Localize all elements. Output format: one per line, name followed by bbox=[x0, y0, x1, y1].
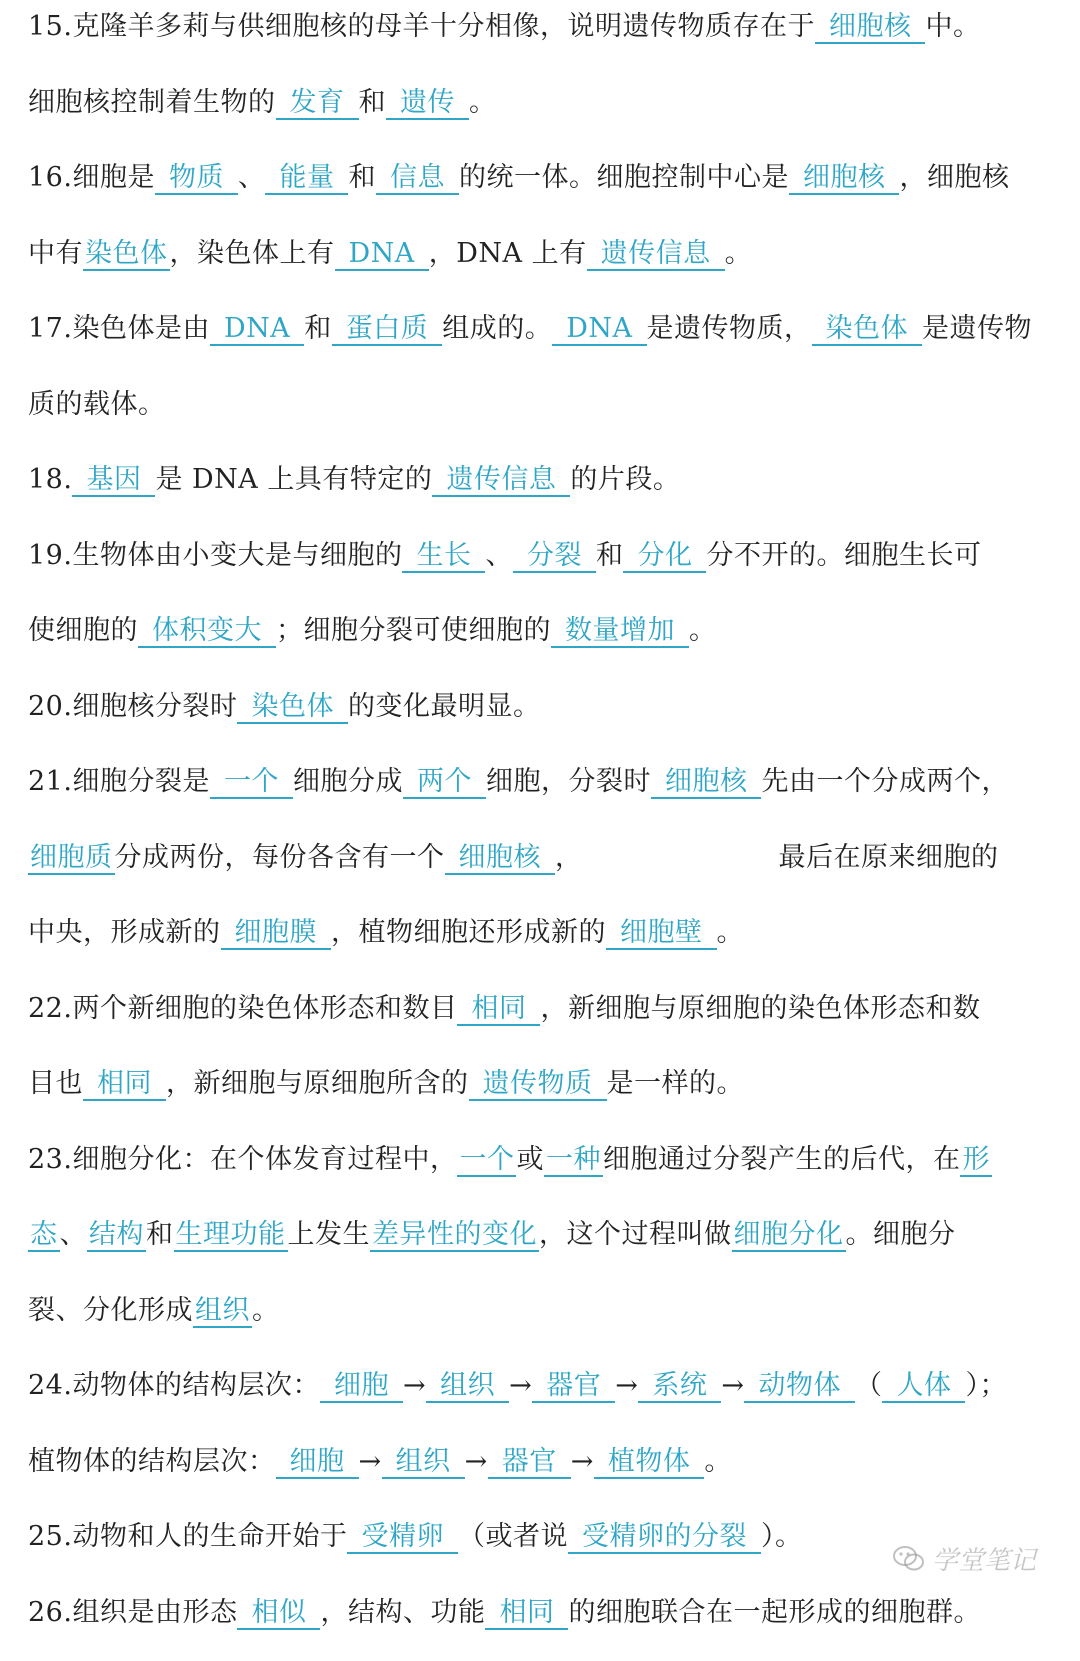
answer-blank: 生理功能 bbox=[174, 1220, 288, 1252]
question-text: 。 bbox=[252, 1295, 280, 1326]
text-line bbox=[28, 1586, 1068, 1661]
answer-blank: 细胞 bbox=[320, 1371, 403, 1403]
answer-blank: 动物体 bbox=[744, 1371, 855, 1403]
question-text: 中。 bbox=[925, 11, 980, 42]
watermark-text: 学堂笔记 bbox=[932, 1540, 1036, 1577]
answer-blank: 发育 bbox=[276, 88, 359, 120]
answer-blank: 细胞膜 bbox=[221, 918, 332, 950]
answer-blank: 系统 bbox=[638, 1371, 721, 1403]
question-text: 裂、分化形成 bbox=[28, 1295, 193, 1326]
question-text: 是 DNA 上具有特定的 bbox=[155, 464, 432, 495]
question-text: 分不开的。细胞生长可 bbox=[706, 540, 981, 571]
question-text: ，结构、功能 bbox=[320, 1597, 485, 1628]
question-text: ，DNA 上有 bbox=[429, 238, 587, 269]
question-text: → bbox=[465, 1446, 488, 1477]
question-text: ）。 bbox=[761, 1521, 803, 1552]
answer-blank: 受精卵的分裂 bbox=[568, 1522, 761, 1554]
question-text: → bbox=[359, 1446, 382, 1477]
question-text: 。 bbox=[717, 917, 745, 948]
answer-blank: 细胞核 bbox=[789, 163, 900, 195]
answer-blank: DNA bbox=[335, 239, 429, 271]
question-text: 质的载体。 bbox=[28, 389, 166, 420]
question-text: 使细胞的 bbox=[28, 615, 138, 646]
question-text: 17.染色体是由 bbox=[28, 313, 210, 344]
answer-blank: 组织 bbox=[193, 1296, 252, 1328]
question-text: 细胞通过分裂产生的后代，在 bbox=[603, 1144, 961, 1175]
answer-blank: 信息 bbox=[376, 163, 459, 195]
text-line bbox=[28, 227, 1068, 303]
question-text: （或者说 bbox=[458, 1521, 568, 1552]
text-line bbox=[28, 831, 1068, 907]
answer-blank: 物质 bbox=[155, 163, 238, 195]
question-text: ）； bbox=[965, 1370, 1007, 1401]
question-text: 。细胞分 bbox=[846, 1219, 956, 1250]
question-text: 植物体的结构层次： bbox=[28, 1446, 276, 1477]
text-line bbox=[28, 1133, 1068, 1209]
answer-blank: 遗传 bbox=[386, 88, 469, 120]
question-text: 细胞核控制着生物的 bbox=[28, 87, 276, 118]
question-text: → bbox=[509, 1370, 532, 1401]
text-line bbox=[28, 604, 1068, 680]
question-text: ，新细胞与原细胞所含的 bbox=[166, 1068, 469, 1099]
question-text: → bbox=[571, 1446, 594, 1477]
question-text: 的统一体。细胞控制中心是 bbox=[459, 162, 789, 193]
question-text: 的细胞联合在一起形成的细胞群。 bbox=[568, 1597, 981, 1628]
question-text: 16.细胞是 bbox=[28, 162, 155, 193]
answer-blank: 基因 bbox=[72, 465, 155, 497]
text-line bbox=[28, 529, 1068, 605]
question-text: → bbox=[721, 1370, 744, 1401]
text-line bbox=[28, 680, 1068, 756]
answer-blank: 体积变大 bbox=[138, 616, 276, 648]
answer-blank: 一种 bbox=[544, 1145, 603, 1177]
question-text: ，这个过程叫做 bbox=[539, 1219, 732, 1250]
answer-blank: 数量增加 bbox=[551, 616, 689, 648]
question-text: → bbox=[403, 1370, 426, 1401]
answer-blank: 两个 bbox=[403, 767, 486, 799]
question-text: 和 bbox=[348, 162, 376, 193]
question-text: 分成两份，每份各含有一个 bbox=[115, 842, 445, 873]
answer-blank: 相似 bbox=[237, 1598, 320, 1630]
answer-blank: 遗传信息 bbox=[432, 465, 570, 497]
answer-blank: 形 bbox=[960, 1145, 992, 1177]
answer-blank: 植物体 bbox=[594, 1447, 705, 1479]
question-text: 、 bbox=[485, 540, 513, 571]
answer-blank: 一个 bbox=[457, 1145, 516, 1177]
text-line bbox=[28, 151, 1068, 227]
answer-blank: 染色体 bbox=[237, 692, 348, 724]
wechat-logo-icon bbox=[892, 1544, 926, 1574]
text-line bbox=[28, 302, 1068, 378]
answer-blank: 细胞分化 bbox=[732, 1220, 846, 1252]
question-text: 21.细胞分裂是 bbox=[28, 766, 210, 797]
question-text: 上发生 bbox=[288, 1219, 371, 1250]
watermark bbox=[892, 1540, 1036, 1577]
answer-blank: 细胞质 bbox=[28, 843, 115, 875]
answer-blank: DNA bbox=[552, 314, 646, 346]
text-line bbox=[28, 1359, 1068, 1435]
question-text: 25.动物和人的生命开始于 bbox=[28, 1521, 347, 1552]
answer-blank: 结构 bbox=[87, 1220, 146, 1252]
text-line bbox=[28, 1284, 1068, 1360]
answer-blank: 相同 bbox=[83, 1069, 166, 1101]
question-text: 。 bbox=[469, 87, 497, 118]
question-text: 的变化最明显。 bbox=[348, 691, 541, 722]
answer-blank: 器官 bbox=[488, 1447, 571, 1479]
question-text: 23.细胞分化：在个体发育过程中， bbox=[28, 1144, 457, 1175]
question-text: 22.两个新细胞的染色体形态和数目 bbox=[28, 993, 457, 1024]
question-text: （ bbox=[855, 1370, 883, 1401]
text-line bbox=[28, 1208, 1068, 1284]
answer-blank: 分裂 bbox=[513, 541, 596, 573]
question-text: ，植物细胞还形成新的 bbox=[331, 917, 606, 948]
answer-blank: 染色体 bbox=[812, 314, 923, 346]
text-line bbox=[28, 982, 1068, 1058]
answer-blank: 相同 bbox=[485, 1598, 568, 1630]
answer-blank: 细胞壁 bbox=[606, 918, 717, 950]
question-text: 、 bbox=[60, 1219, 88, 1250]
question-text: → bbox=[615, 1370, 638, 1401]
question-text: 或 bbox=[516, 1144, 544, 1175]
answer-blank: 人体 bbox=[882, 1371, 965, 1403]
question-text: 和 bbox=[304, 313, 332, 344]
question-text: 26.组织是由形态 bbox=[28, 1597, 237, 1628]
answer-blank: 器官 bbox=[532, 1371, 615, 1403]
question-text: 。 bbox=[689, 615, 717, 646]
question-text: 和 bbox=[146, 1219, 174, 1250]
answer-blank: 细胞核 bbox=[445, 843, 556, 875]
question-text: 是一样的。 bbox=[607, 1068, 745, 1099]
answer-blank: 蛋白质 bbox=[332, 314, 443, 346]
question-text: 是遗传物质， bbox=[647, 313, 812, 344]
text-line bbox=[28, 906, 1068, 982]
answer-blank: 差异性的变化 bbox=[370, 1220, 539, 1252]
answer-blank: 态 bbox=[28, 1220, 60, 1252]
answer-blank: 组织 bbox=[382, 1447, 465, 1479]
answer-blank: 生长 bbox=[402, 541, 485, 573]
answer-blank: 组织 bbox=[426, 1371, 509, 1403]
question-text: 。 bbox=[725, 238, 753, 269]
question-text: 最后在原来细胞的 bbox=[779, 842, 999, 873]
question-text: 中有 bbox=[28, 238, 83, 269]
answer-blank: 受精卵 bbox=[347, 1522, 458, 1554]
answer-blank: 遗传信息 bbox=[587, 239, 725, 271]
question-text: 细胞，分裂时 bbox=[486, 766, 651, 797]
question-text: 24.动物体的结构层次： bbox=[28, 1370, 320, 1401]
question-text: 20.细胞核分裂时 bbox=[28, 691, 237, 722]
answer-blank: 细胞核 bbox=[815, 12, 926, 44]
text-line bbox=[28, 76, 1068, 152]
answer-blank: 遗传物质 bbox=[469, 1069, 607, 1101]
question-text: 19.生物体由小变大是与细胞的 bbox=[28, 540, 402, 571]
answer-blank: 相同 bbox=[457, 994, 540, 1026]
text-line bbox=[28, 755, 1068, 831]
text-line bbox=[28, 0, 1068, 76]
answer-blank: 分化 bbox=[623, 541, 706, 573]
question-text: 中央，形成新的 bbox=[28, 917, 221, 948]
question-text: 18. bbox=[28, 464, 72, 495]
question-text: 15.克隆羊多莉与供细胞核的母羊十分相像，说明遗传物质存在于 bbox=[28, 11, 815, 42]
question-text: ，细胞核 bbox=[899, 162, 1009, 193]
question-text: 目也 bbox=[28, 1068, 83, 1099]
answer-blank: DNA bbox=[210, 314, 304, 346]
question-text: 和 bbox=[359, 87, 387, 118]
question-text: 组成的。 bbox=[442, 313, 552, 344]
answer-blank: 细胞 bbox=[276, 1447, 359, 1479]
question-text: 和 bbox=[596, 540, 624, 571]
question-text: 。 bbox=[704, 1446, 732, 1477]
text-line bbox=[28, 1435, 1068, 1511]
worksheet-page bbox=[28, 0, 1068, 1661]
answer-blank: 能量 bbox=[265, 163, 348, 195]
question-text: ，染色体上有 bbox=[170, 238, 335, 269]
text-line bbox=[28, 378, 1068, 454]
question-text: 细胞分成 bbox=[293, 766, 403, 797]
question-text: 是遗传物 bbox=[922, 313, 1032, 344]
question-text: 的片段。 bbox=[570, 464, 680, 495]
answer-blank: 一个 bbox=[210, 767, 293, 799]
text-line bbox=[28, 453, 1068, 529]
question-text: ，新细胞与原细胞的染色体形态和数 bbox=[540, 993, 980, 1024]
question-text: 先由一个分成两个， bbox=[761, 766, 1009, 797]
answer-blank: 细胞核 bbox=[651, 767, 762, 799]
answer-blank: 染色体 bbox=[83, 239, 170, 271]
question-text: ；细胞分裂可使细胞的 bbox=[276, 615, 551, 646]
text-line bbox=[28, 1057, 1068, 1133]
question-text: ， bbox=[555, 842, 583, 873]
question-text: 、 bbox=[238, 162, 266, 193]
